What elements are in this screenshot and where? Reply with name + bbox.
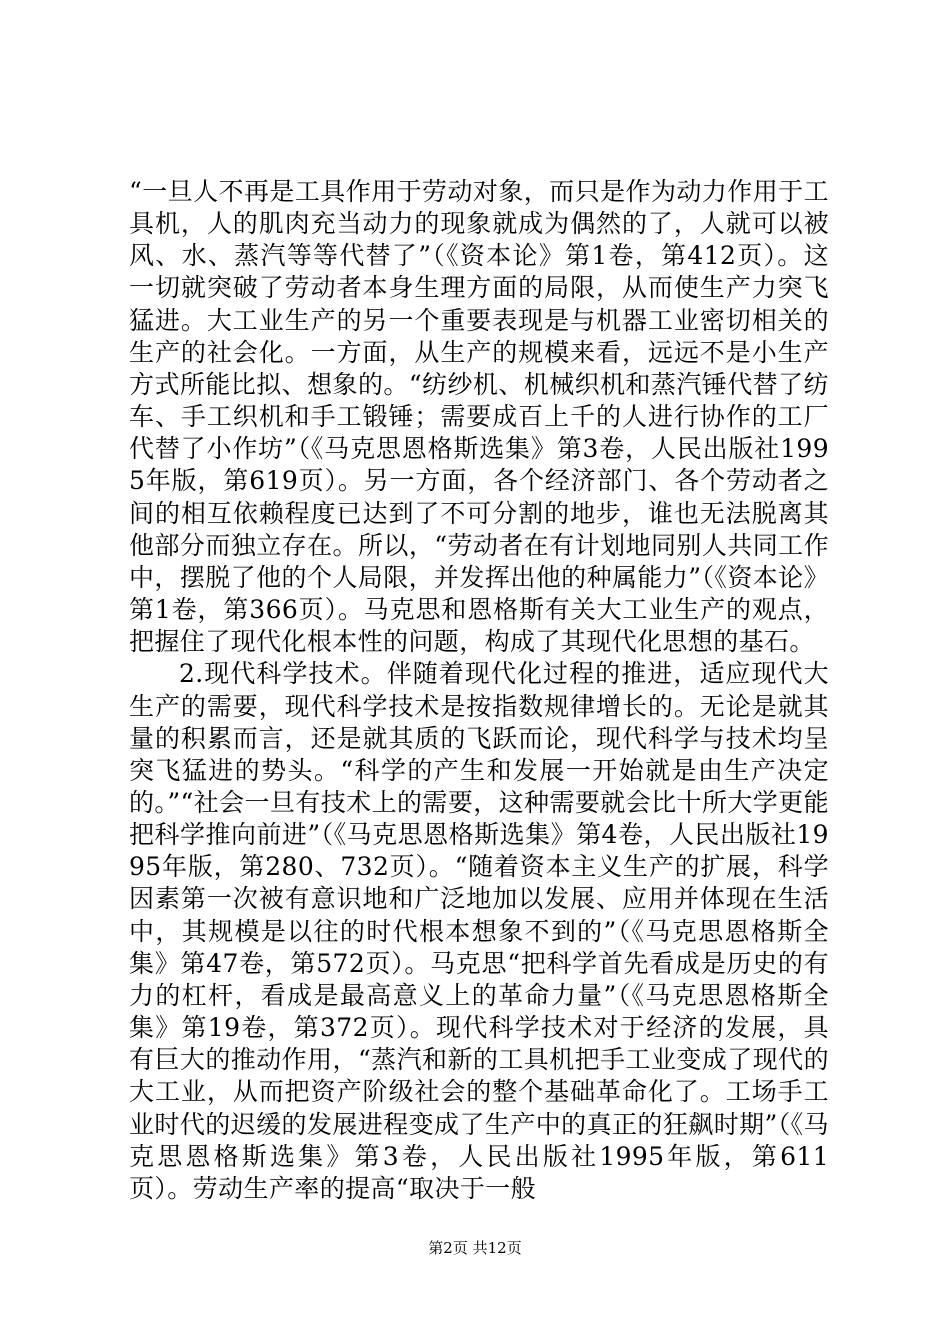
page-number-footer: 第2页 共12页 <box>428 1239 522 1257</box>
paragraph-modern-science-technology: 2.现代科学技术。伴随着现代化过程的推进，适应现代大生产的需要，现代科学技术是按指数规律增长的。无论是就其量的积累而言，还是就其质的飞跃而论，现代科学与技术均呈突飞猛进的势头。“科学的产生和发展一开始就是由生产决定的。”“社会一旦有技术上的需要，这种需要就会比十所大学更能把科学推向前进”（《马克思恩格斯选集》第4卷，人民出版社1995年版，第280、732页）。“随着资本主义生产的扩展，科学因素第一次被有意识地和广泛地加以发展、应用并体现在生活中，其规模是以往的时代根本想象不到的”（《马克思恩格斯全集》第47卷，第572页）。马克思“把科学首先看成是历史的有力的杠杆，看成是最高意义上的革命力量”（《马克思恩格斯全集》第19卷，第372页）。现代科学技术对于经济的发展，具有巨大的推动作用，“蒸汽和新的工具机把手工业变成了现代的大工业，从而把资产阶级社会的整个基础革命化了。工场手工业时代的迟缓的发展进程变成了生产中的真正的狂飙时期”（《马克思恩格斯选集》第3卷，人民出版社1995年版，第611页）。劳动生产率的提高“取决于一般 <box>129 659 829 1203</box>
paragraph-continuation: “一旦人不再是工具作用于劳动对象，而只是作为动力作用于工具机，人的肌肉充当动力的现象就成为偶然的了，人就可以被风、水、蒸汽等等代替了”（《资本论》第1卷，第412页）。这一切就突破了劳动者本身生理方面的局限，从而使生产力突飞猛进。大工业生产的另一个重要表现是与机器工业密切相关的生产的社会化。一方面，从生产的规模来看，远远不是小生产方式所能比拟、想象的。“纺纱机、机械织机和蒸汽锤代替了纺车、手工织机和手工锻锤；需要成百上千的人进行协作的工厂代替了小作坊”（《马克思恩格斯选集》第3卷，人民出版社1995年版，第619页）。另一方面，各个经济部门、各个劳动者之间的相互依赖程度已达到了不可分割的地步，谁也无法脱离其他部分而独立存在。所以，“劳动者在有计划地同别人共同工作中，摆脱了他的个人局限，并发挥出他的种属能力”（《资本论》第1卷，第366页）。马克思和恩格斯有关大工业生产的观点，把握住了现代化根本性的问题，构成了其现代化思想的基石。 <box>129 177 829 657</box>
document-body <box>129 176 829 1205</box>
